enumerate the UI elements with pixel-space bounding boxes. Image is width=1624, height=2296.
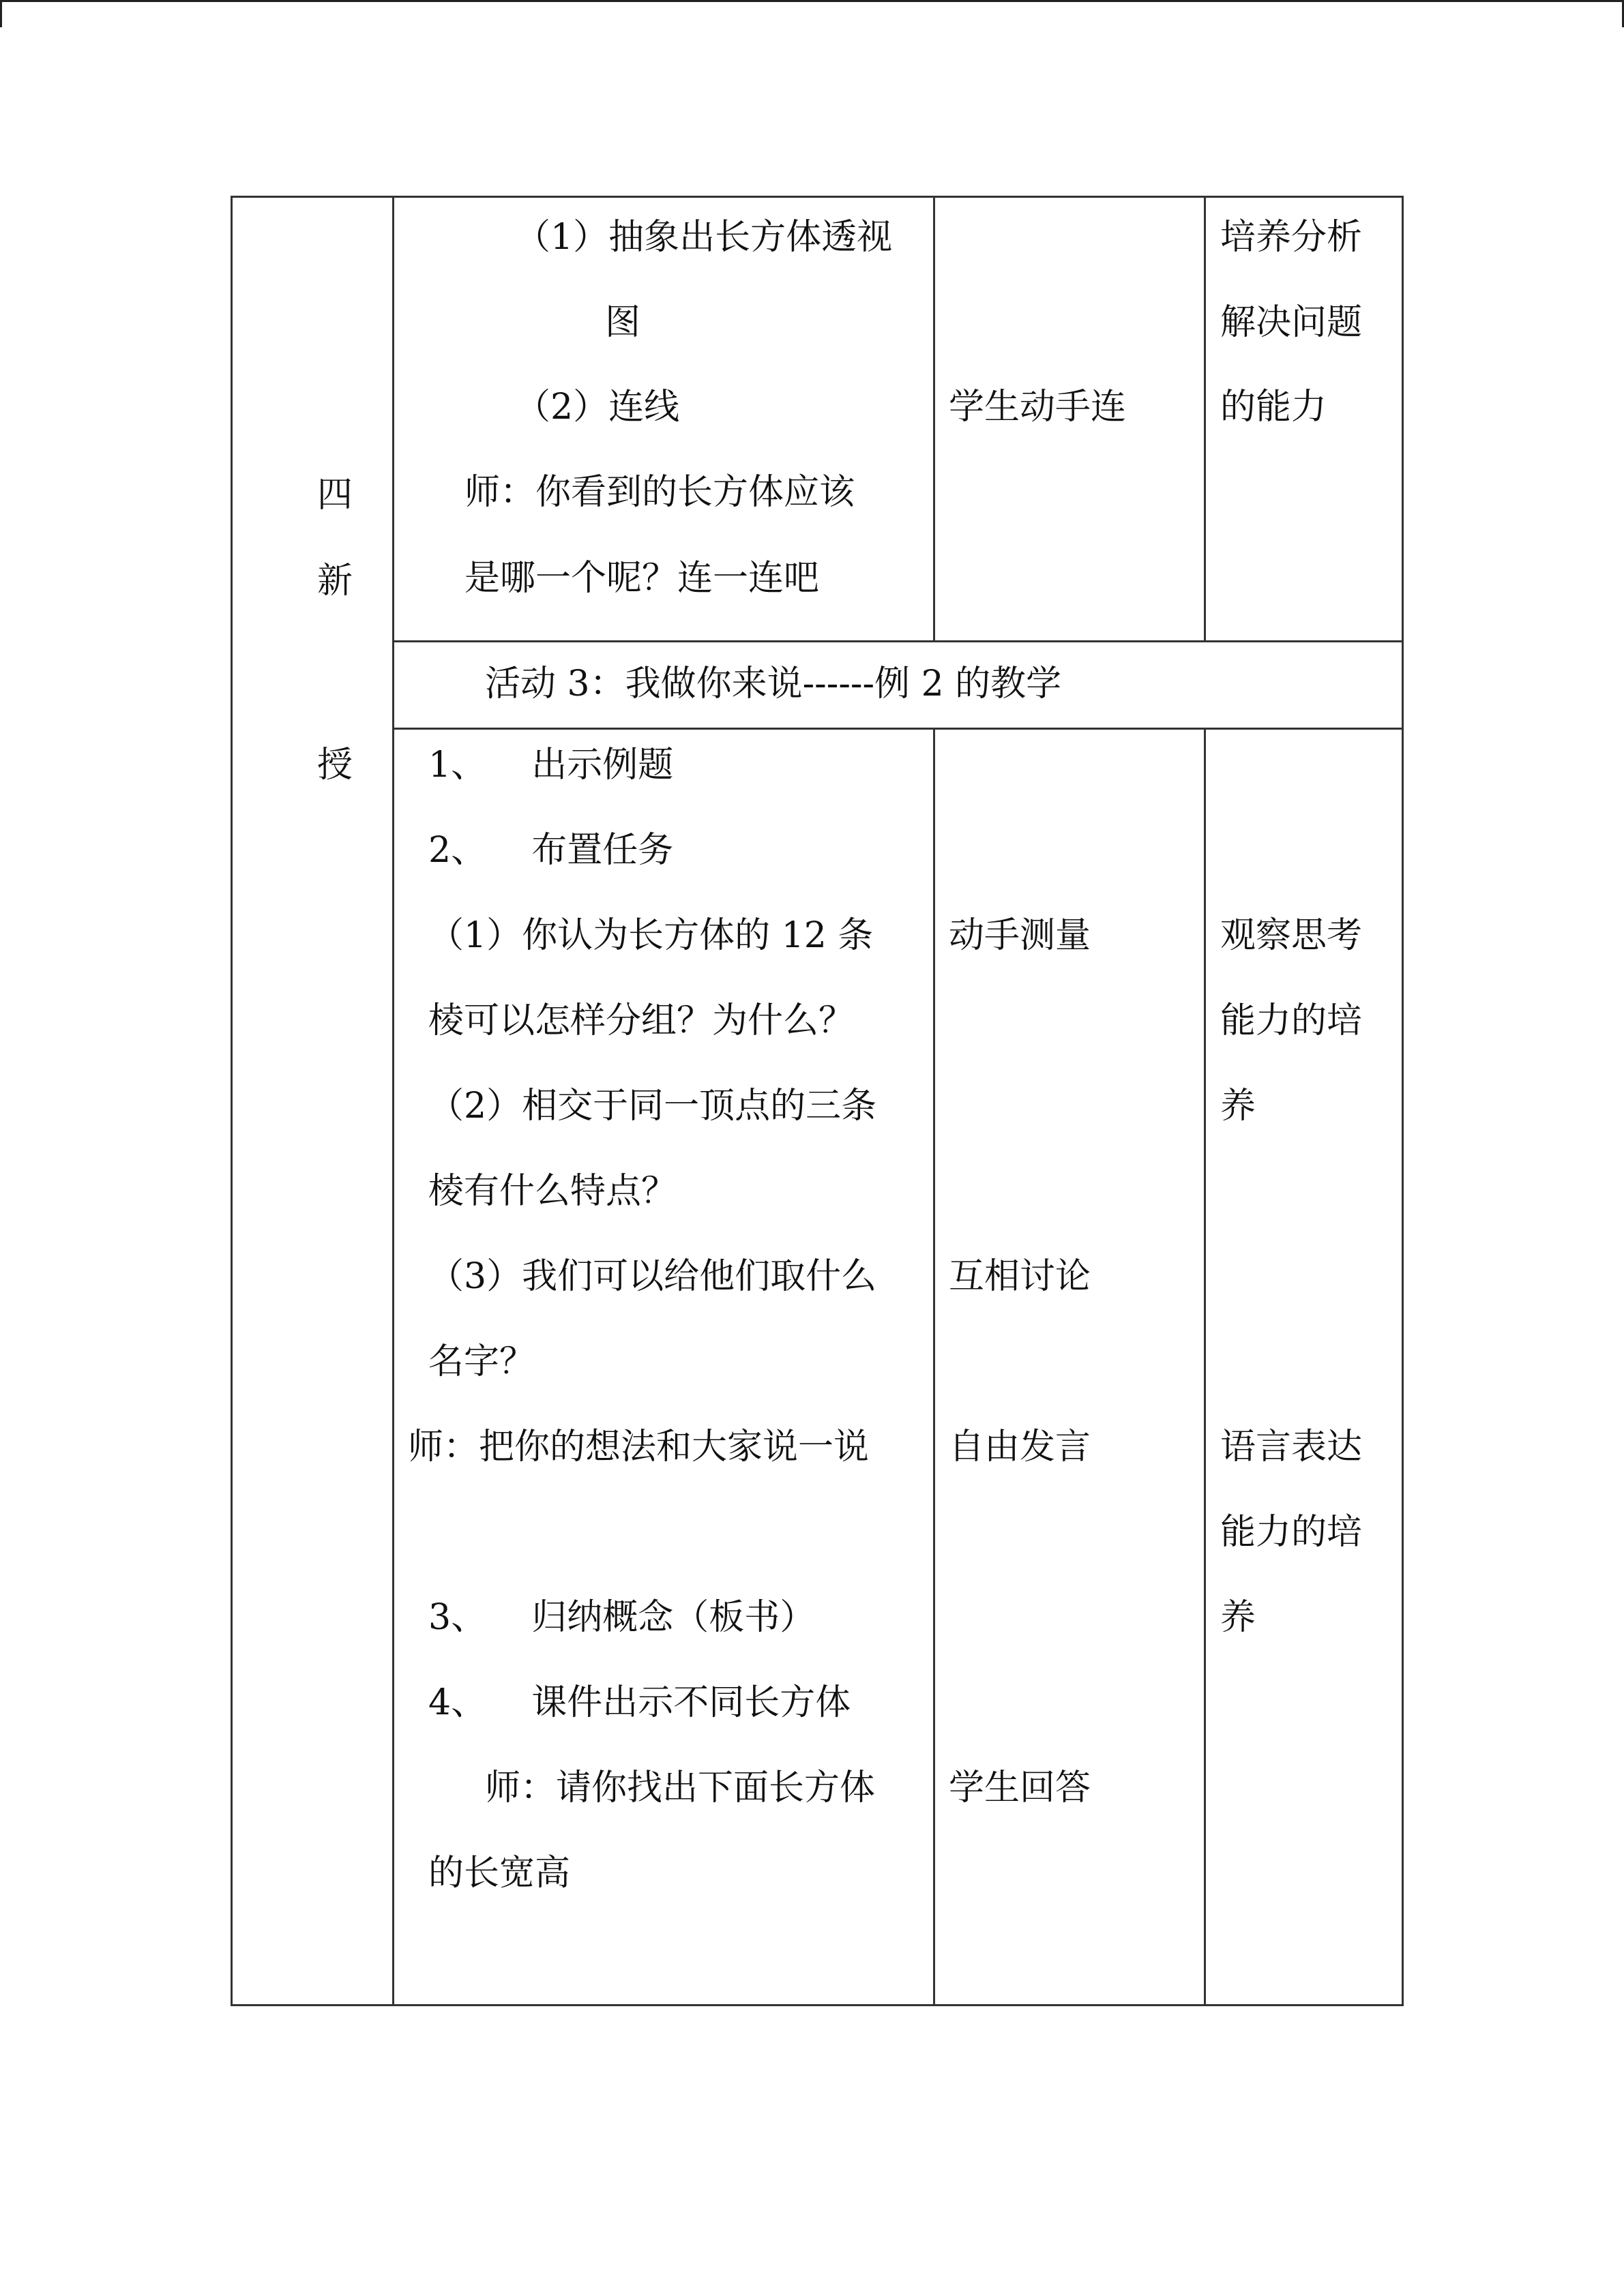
row3-student-activity: 学生回答	[949, 1768, 1091, 1808]
lesson-plan-table	[231, 196, 1404, 2006]
row3-purpose-line: 能力的培	[1220, 1000, 1363, 1041]
row3-student-activity: 自由发言	[949, 1427, 1091, 1467]
row1-content-line: 师：你看到的长方体应该	[464, 472, 855, 513]
student-column-divider-1	[1204, 196, 1206, 640]
row2-divider	[392, 728, 1404, 730]
page-left-border	[0, 0, 2, 27]
row1-divider	[392, 640, 1404, 642]
row3-content-line: 2、 布置任务	[428, 830, 674, 871]
student-column-divider-3	[1204, 728, 1206, 2006]
row1-content-line: 是哪一个呢？连一连吧	[464, 558, 820, 599]
row3-content-line: 名字？	[428, 1341, 535, 1382]
row1-purpose-line: 培养分析	[1220, 217, 1363, 258]
row3-content-line: （3）我们可以给他们取什么	[428, 1256, 877, 1297]
section-char: 四	[317, 475, 353, 516]
activity-3-title: 活动 3：我做你来说------例 2 的教学	[485, 664, 1062, 704]
section-char: 授	[317, 745, 353, 786]
row3-purpose-line: 观察思考	[1220, 915, 1363, 956]
row3-student-activity: 互相讨论	[949, 1256, 1091, 1297]
row1-content-line: （2）连线	[515, 387, 680, 428]
row3-content-line: 4、 课件出示不同长方体	[428, 1682, 851, 1723]
row3-content-line: 棱可以怎样分组？为什么？	[428, 1000, 855, 1041]
row3-content-line: （2）相交于同一顶点的三条	[428, 1086, 877, 1127]
row3-purpose-line: 能力的培	[1220, 1512, 1363, 1553]
content-column-divider-1	[933, 196, 935, 640]
row3-content-line: 3、 归纳概念（板书）	[428, 1597, 816, 1638]
page-top-border	[0, 0, 1624, 2]
row1-purpose-line: 解决问题	[1220, 302, 1363, 343]
row1-student-activity: 学生动手连	[949, 387, 1127, 428]
row3-purpose-line: 养	[1220, 1086, 1256, 1127]
row1-content-line: 图	[605, 302, 641, 343]
row3-content-line: 1、 出示例题	[428, 745, 674, 786]
row3-purpose-line: 养	[1220, 1597, 1256, 1638]
content-column-divider-3	[933, 728, 935, 2006]
table-border-top	[231, 196, 1404, 198]
row3-content-line: （1）你认为长方体的 12 条	[428, 915, 874, 956]
section-char: 新	[317, 561, 353, 601]
row3-content-line: 师：请你找出下面长方体	[485, 1768, 876, 1808]
row1-purpose-line: 的能力	[1220, 387, 1327, 428]
table-border-left	[231, 196, 233, 2006]
table-border-right	[1402, 196, 1404, 2006]
row3-student-activity: 动手测量	[949, 915, 1091, 956]
row3-purpose-line: 语言表达	[1220, 1427, 1363, 1467]
row3-content-line: 的长宽高	[428, 1853, 571, 1894]
table-border-bottom	[231, 2004, 1404, 2006]
row3-content-line: 棱有什么特点？	[428, 1171, 677, 1212]
section-column-divider	[392, 196, 394, 2006]
row1-content-line: （1）抽象出长方体透视	[515, 217, 893, 258]
row3-content-line: 师：把你的想法和大家说一说	[408, 1427, 870, 1467]
